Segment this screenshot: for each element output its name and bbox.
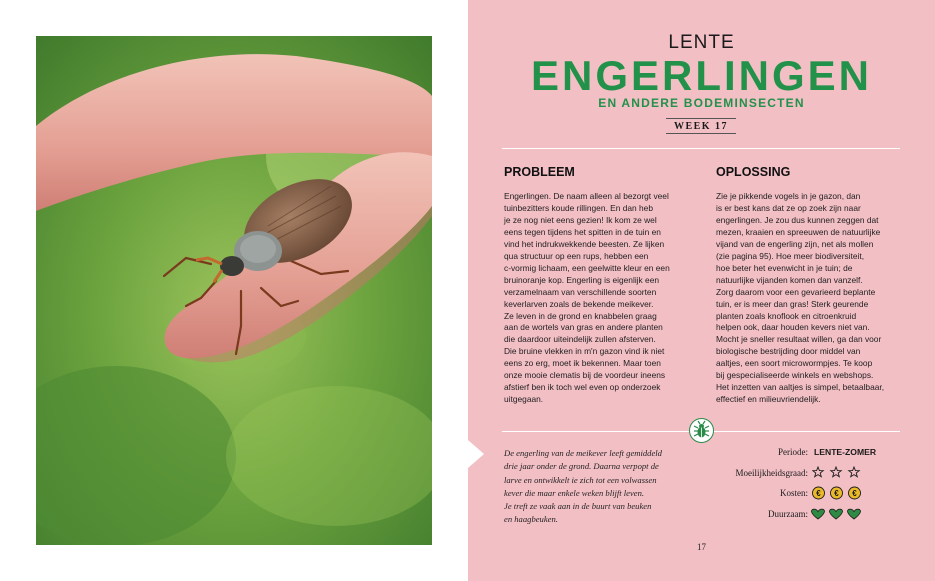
beetle-on-finger-photo bbox=[36, 36, 432, 545]
euro-coin-icon bbox=[813, 487, 825, 499]
euro-coin-icon bbox=[831, 487, 843, 499]
svg-text:€: € bbox=[852, 489, 857, 498]
green-heart-icon bbox=[812, 509, 825, 519]
fact-quote: De engerling van de meikever leeft gemiddeld drie jaar onder de grond. Daarna verpopt de larve en ontwikkelt ie zich tot een volwassen kever die maar enkele weken blijft leven. Je treft ze vaak aan in de buurt van beuken en haagbeuken. bbox=[504, 448, 662, 525]
duurzaam-label: Duurzaam: bbox=[768, 509, 808, 519]
difficulty-rating bbox=[812, 466, 862, 481]
probleem-text: Engerlingen. De naam alleen al bezorgt veel tuinbezitters koude rillingen. En dan heb je ze nog niet eens gezien! Ik kom ze wel eens tegen tijdens het spitten in de tuin en vind het indrukwekkende beesten. Ze lijken qua structuur op een rups, hebben een c-vormig lichaam, een geelwitte kleur en een bruinoranje kop. Engerling is eigenlijk een verzamelnaam van verschillende soorten keverlarven zoals de bekende meikever. Ze leven in de grond en knabbelen graag aan de wortels van gras en andere planten die daardoor uiteindelijk zullen afsterven. Die bruine vlekken in m'n gazon vind ik niet eens zo erg, moet ik bekennen. Maar toen onze mooie clematis bij de voordeur ineens afstierf ben ik toch wel even op onderzoek uitgegaan. bbox=[504, 191, 670, 405]
kosten-label: Kosten: bbox=[780, 488, 808, 498]
probleem-heading: PROBLEEM bbox=[504, 165, 575, 179]
green-heart-icon bbox=[830, 509, 843, 519]
oplossing-heading: OPLOSSING bbox=[716, 165, 791, 179]
header-divider bbox=[502, 148, 900, 149]
difficulty-label: Moeilijkheidsgraad: bbox=[735, 468, 808, 478]
page-title: ENGERLINGEN bbox=[530, 52, 873, 99]
page-number: 17 bbox=[697, 542, 706, 552]
euro-coin-icon bbox=[849, 487, 861, 499]
green-heart-icon bbox=[848, 509, 861, 519]
page-subtitle: EN ANDERE BODEMINSECTEN bbox=[598, 96, 805, 110]
duurzaam-rating bbox=[810, 508, 864, 522]
oplossing-text: Zie je pikkende vogels in je gazon, dan is er best kans dat ze op zoek zijn naar engerlingen. Je zou dus kunnen zeggen dat mezen, kraaien en spreeuwen de natuurlijke vijand van de engerling zijn, net als mollen (zie pagina 95). Hoe meer biodiversiteit, hoe beter het evenwicht in je tuin; de natuurlijke vijanden komen dan vanzelf. Zorg daarom voor een gevarieerd beplante tuin, er is meer dan gras! Sterk geurende planten zoals knoflook en citroenkruid helpen ook, daar houden kevers niet van. Mocht je sneller resultaat willen, ga dan voor biologische bestrijding door middel van aaltjes, een soort microwormpjes. Te koop bij gespecialiseerde winkels en webshops. Het inzetten van aaltjes is simpel, betaalbaar, effectief en milieuvriendelijk. bbox=[716, 191, 885, 405]
quote-notch bbox=[468, 440, 484, 468]
beetle-icon bbox=[689, 418, 714, 443]
star-outline-icon bbox=[849, 467, 859, 477]
svg-text:€: € bbox=[834, 489, 839, 498]
right-page bbox=[468, 0, 935, 581]
star-outline-icon bbox=[813, 467, 823, 477]
star-outline-icon bbox=[831, 467, 841, 477]
kosten-rating bbox=[812, 486, 864, 502]
periode-label: Periode: bbox=[778, 447, 808, 457]
season-label: LENTE bbox=[668, 32, 735, 53]
periode-value: LENTE-ZOMER bbox=[814, 447, 877, 457]
svg-text:€: € bbox=[816, 489, 821, 498]
week-label: WEEK 17 bbox=[666, 118, 736, 134]
